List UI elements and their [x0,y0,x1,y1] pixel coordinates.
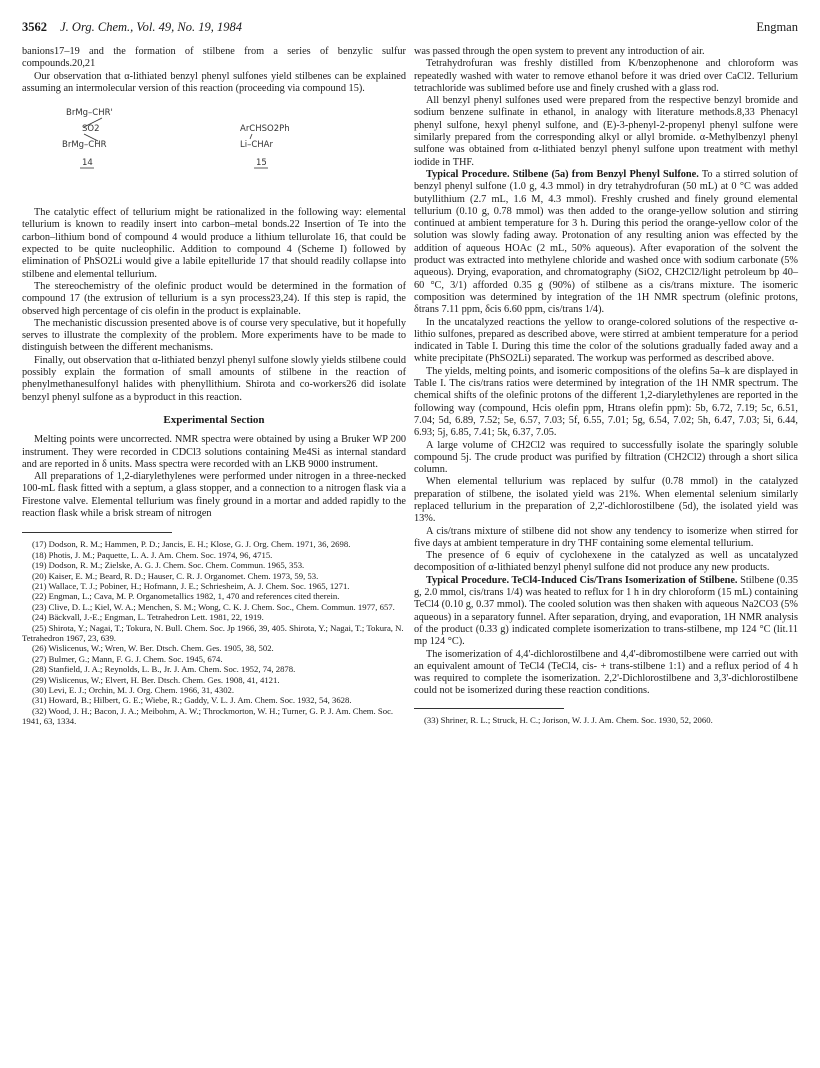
paragraph-body: To a stirred solution of benzyl phenyl sulfone (1.0 g, 4.3 mmol) in dry tetrahydrofuran (50 mL) at 0 °C was added butyllithium (2.7 mL, 1.6 M, 4.3 mmol). Freshly crushed and finely ground elemental tellurium (0.10 g, 0.78 mmol) was then added to the orange-yellow solution and stirring continued at ambient temperature for 3 h. During this period the orange-yellow color of the solution was slowly fading away. Protonation of any resulting anion was effected by the addition of aqueous HOAc (2 mL, 50% aqueous). After evaporation of the solvent the product was extracted into methylene chloride and washed once with sodium carbonate (5% aqueous). Drying, evaporation, and chromatography (SiO2, CH2Cl2/light petroleum bp 40–60 °C, 3/1) afforded 0.35 g (90%) of stilbene as a cis/trans mixture. The isomeric composition was determined by integration of the 1H NMR spectrum (olefinic protons, δtrans 7.11 ppm, δcis 6.60 ppm, cis/trans 1/4). [414,168,798,316]
paragraph: was passed through the open system to prevent any introduction of air. [414,46,705,57]
paragraph: In the uncatalyzed reactions the yellow to orange-colored solutions of the respective α-lithio sulfones, prepared as described above, were stirred at ambient temperature for a period indicated in Table I. During this time the color of the solutions gradually faded away and a white precipitate (PhSO2Li) separated. The workup was performed as described above. [414,316,798,365]
structure-14-so2: SO2 [82,124,100,135]
page-number: 3562 [22,20,47,34]
reference-item: (20) Kaiser, E. M.; Beard, R. D.; Hauser, C. R. J. Organomet. Chem. 1973, 59, 53. [32,570,319,581]
reference-item: (23) Clive, D. L.; Kiel, W. A.; Menchen, S. M.; Wong, C. K. J. Chem. Soc., Chem. Commun. 1977, 657. [32,601,395,612]
paragraph: The stereochemistry of the olefinic product would be determined in the formation of compound 17 (the extrusion of tellurium is a syn process23,24). If this step is rapid, the observed high percentage of cis olefin in the product is explainable. [22,280,406,317]
paragraph: The mechanistic discussion presented above is of course very speculative, but it hopefully serves to illustrate the complexity of the problem. More experiments have to be made to distinguish between the different mechanisms. [22,317,406,354]
structure-15-number: 15 [256,158,267,169]
paragraph: Melting points were uncorrected. NMR spectra were obtained by using a Bruker WP 200 instrument. They were recorded in CDCl3 solutions containing Me4Si as internal standard and are reported in δ units. Mass spectra were recorded with an LKB 9000 instrument. [22,434,406,470]
paragraph: The isomerization of 4,4'-dichlorostilbene and 4,4'-dibromostilbene were carried out with an equivalent amount of TeCl4 (TeCl4, cis- + trans-stilbene 1:1) and a reflux period of 4 h was required to complete the isomerization. 2,2'-Dichlorostilbene and 3,3'-dichlorostilbene could not be isomerized during these reaction conditions. [414,648,798,697]
paragraph-body: Stilbene (0.35 g, 2.0 mmol, cis/trans 1/4) was heated to reflux for 1 h in dry chloroform (15 mL) containing TeCl4 (0.10 g, 0.37 mmol). The cooled solution was then shaken with aqueous Na2CO3 (5% aqueous) in a separatory funnel. After separation, drying, and evaporation, 1H NMR analysis of the product (0.33 g) indicated complete isomerization to trans-stilbene, mp 124 °C (lit.11 mp 124 °C). [414,574,799,648]
run-in-heading: Typical Procedure. Stilbene (5a) from Benzyl Phenyl Sulfone. [426,168,699,180]
structure-14-number: 14 [82,158,93,169]
paragraph: All preparations of 1,2-diarylethylenes were performed under nitrogen in a three-necked 100-mL flask fitted with a septum, a glass stopper, and a connection to a nitrogen flask via a Firestone valve. Elemental tellurium was finely ground in a mortar and added rapidly to the reaction flask while a brisk stream of nitrogen [22,471,406,520]
paragraph [414,169,798,317]
paragraph: All benzyl phenyl sulfones used were prepared from the respective benzyl bromide and sodium benzene sulfinate in ethanol, in analogy with literature methods.8,33 Phenacyl phenyl sulfone, hexyl phenyl sulfone, and (E)-3-phenyl-2-propenyl phenyl sulfone were similarly prepared from the corresponding alkyl or allyl bromide. α-Methylbenzyl phenyl sulfone was obtained from α-lithiated benzyl phenyl sulfone upon treatment with methyl iodide in THF. [414,95,798,168]
reference-item: (28) Stanfield, J. A.; Reynolds, L. B., Jr. J. Am. Chem. Soc. 1952, 74, 2878. [32,664,296,675]
structure-drawing [22,101,406,199]
reference-item: (25) Shirota, Y.; Nagai, T.; Tokura, N. Bull. Chem. Soc. Jp 1966, 39, 405. Shirota, Y.; Nagai, T.; Tokura, N. Tetrahedron 1967, 23, 639. [22,622,404,643]
structure-15-top: ArCHSO2Ph [240,124,290,135]
reference-list [414,715,798,725]
reference-item: (27) Bulmer, G.; Mann, F. G. J. Chem. Soc. 1945, 674. [32,653,223,664]
reference-item: (17) Dodson, R. M.; Hammen, P. D.; Jancis, E. H.; Klose, G. J. Org. Chem. 1971, 36, 2698. [32,539,351,550]
page-header [22,20,798,38]
structure-14-bottom: BrMg–CHR [62,140,107,151]
structure-14-top: BrMg–CHR' [66,108,113,119]
reference-item: (18) Photis, J. M.; Paquette, L. A. J. Am. Chem. Soc. 1974, 96, 4715. [32,549,273,560]
paragraph: A large volume of CH2Cl2 was required to successfully isolate the sparingly soluble compound 5j. The crude product was purified by filtration (CH2Cl2) through a short silica column. [414,439,798,476]
paragraph: When elemental tellurium was replaced by sulfur (0.78 mmol) in the catalyzed preparation of stilbene, the isolated yield was 21%. When elemental selenium similarly replaced tellurium in the preparation of 2,2'-dichlorostilbene (5d), the isolated yield was 13%. [414,476,798,525]
paragraph: The presence of 6 equiv of cyclohexene in the catalyzed as well as uncatalyzed decomposition of α-lithiated benzyl phenyl sulfone did not produce any new products. [414,550,798,574]
reference-item: (29) Wislicenus, W.; Elvert, H. Ber. Dtsch. Chem. Ges. 1908, 41, 4121. [32,674,280,685]
reference-item: (22) Engman, L.; Cava, M. P. Organometallics 1982, 1, 470 and references cited therein. [32,591,340,602]
footnote-divider [22,532,172,533]
right-column [414,46,798,725]
paragraph: Finally, out observation that α-lithiated benzyl phenyl sulfone slowly yields stilbene could possibly explain the formation of small amounts of stilbene in the reaction of phenylmethanesulfonyl halides with phenyllithium. Shirota and co-workers26 did isolate benzyl phenyl sulfone as a byproduct in this reaction. [22,354,406,403]
structure-15-bottom: Li–CHAr [240,140,273,151]
reference-list [22,539,406,726]
reference-item: (24) Bäckvall, J.-E.; Engman, L. Tetrahedron Lett. 1981, 22, 1919. [32,612,264,623]
running-author: Engman [756,20,798,34]
section-title: Experimental Section [163,413,265,426]
paragraph: banions17–19 and the formation of stilbene from a series of benzylic sulfur compounds.20,21 [22,46,406,70]
paragraph: Our observation that α-lithiated benzyl phenyl sulfones yield stilbenes can be explained assuming an intermolecular version of this reaction (proceeding via compound 15). [22,70,406,94]
reference-item: (30) Levi, E. J.; Orchin, M. J. Org. Chem. 1966, 31, 4302. [32,685,235,695]
run-in-heading: Typical Procedure. TeCl4-Induced Cis/Trans Isomerization of Stilbene. [426,574,738,586]
paragraph: A cis/trans mixture of stilbene did not show any tendency to isomerize when stirred for five days at ambient temperature in dry THF containing some elemental tellurium. [414,525,798,549]
paragraph [414,575,798,649]
reference-item: (31) Howard, B.; Hilbert, G. E.; Wiebe, R.; Gaddy, V. L. J. Am. Chem. Soc. 1932, 54, 3628. [32,695,352,706]
reference-item: (26) Wislicenus, W.; Wren, W. Ber. Dtsch. Chem. Ges. 1905, 38, 502. [32,643,274,654]
bond-line [250,134,252,139]
journal-citation: J. Org. Chem., Vol. 49, No. 19, 1984 [60,20,242,34]
paragraph: The catalytic effect of tellurium might be rationalized in the following way: elemental tellurium is known to readily insert into carbon–metal bonds.22 Insertion of Te into the carbon–lithium bond of compound 4 would produce a lithium tellurolate 16, that could be expected to be quite nucleophilic. Addition to compound 4 (Scheme I) followed by elimination of PhSO2Li would give a labile epitelluride 17 that should readily collapse into stilbene and elemental tellurium. [22,207,406,280]
reference-item: (21) Wallace, T. J.; Pobiner, H.; Hofmann, J. E.; Schriesheim, A. J. Chem. Soc. 1965, 1271. [32,580,350,591]
left-column [22,46,406,727]
reference-item: (32) Wood, J. H.; Bacon, J. A.; Meibohm, A. W.; Throckmorton, W. H.; Turner, G. P. J. Am. Chem. Soc. 1941, 63, 1334. [22,705,394,727]
paragraph: Tetrahydrofuran was freshly distilled from K/benzophenone and chloroform was repeatedly washed with water to remove ethanol before it was dried over CaCl2. Tellurium tetrachloride was sublimed before use and finely crushed with a glass rod. [414,58,798,94]
footnote-divider [414,708,564,709]
reference-item: (33) Shriner, R. L.; Struck, H. C.; Jorison, W. J. J. Am. Chem. Soc. 1930, 52, 2060. [424,714,713,725]
reference-item: (19) Dodson, R. M.; Zielske, A. G. J. Chem. Soc. Chem. Commun. 1965, 353. [32,560,305,571]
chemical-structures [22,101,406,199]
paragraph: The yields, melting points, and isomeric compositions of the olefins 5a–k are displayed in Table I. The cis/trans ratios were determined by integration of the 1H NMR spectrum. The chemical shifts of the olefinic protons of the different 1,2-diarylethylenes are reported in the following way (compound, Hcis olefin ppm, Htrans olefin ppm): 5b, 6.72, 7.19; 5c, 6.51, 7.04; 5d, 6.89, 7.52; 5e, 6.57, 7.03; 5f, 6.55, 7.01; 5g, 6.54, 7.02; 5h, 6.47, 7.03; 5i, 6.44, 6.93; 5j, 6.85, 7.41; 5k, 6.37, 7.05. [414,365,798,439]
